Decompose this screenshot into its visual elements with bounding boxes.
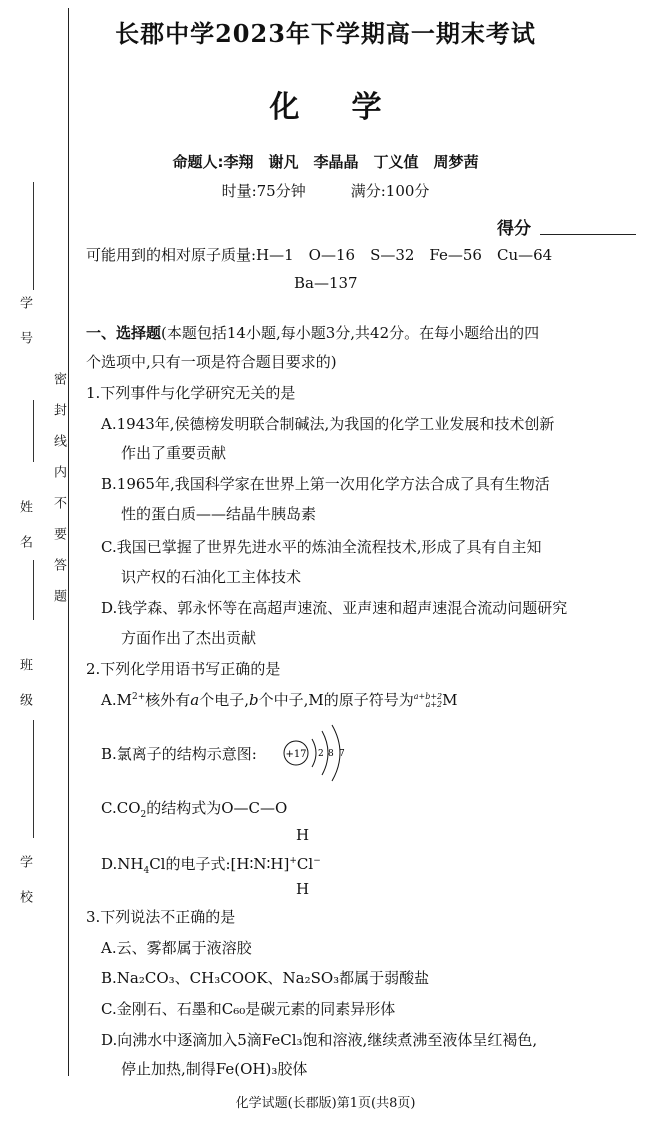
shell-arc-1 [312,739,316,767]
chloride-ion-diagram [282,722,352,784]
q2-option-d: $D.NH_4Cl$的电子式:[H∶N∶H]+Cl− [101,855,321,876]
q3-option-d: D.向沸水中逐滴加入5滴FeCl₃饱和溶液,继续煮沸至液体呈红褐色, [101,1031,538,1049]
q1-option-a-cont: 作出了重要贡献 [121,444,227,462]
q3-option-b: B.Na₂CO₃、CH₃COOK、Na₂SO₃都属于弱酸盐 [101,969,430,987]
q1-option-b: B.1965年,我国科学家在世界上第一次用化学方法合成了具有生物活 [101,475,550,493]
q3-option-c: C.金刚石、石墨和C₆₀是碳元素的同素异形体 [101,1000,396,1018]
section-1-desc: 个选项中,只有一项是符合题目要求的) [86,353,337,371]
name-label: 姓名 [17,500,32,570]
shell-electrons-2: 8 [328,749,334,759]
q1-option-a: A.1943年,侯德榜发明联合制碱法,为我国的化学工业发展和技术创新 [101,415,555,433]
q1-stem: 1.下列事件与化学研究无关的是 [86,384,296,402]
exam-title: 长郡中学2023年下学期高一期末考试 [115,19,536,48]
school-label: 学校 [17,855,32,925]
name-line [33,400,34,462]
q3-stem: 3.下列说法不正确的是 [86,908,236,926]
q2-stem: 2.下列化学用语书写正确的是 [86,660,281,678]
atomic-mass-line-1: 可能用到的相对原子质量:H—1 O—16 S—32 Fe—56 Cu—64 [86,246,553,264]
nucleus-charge: +17 [285,749,307,760]
q1-option-c-cont: 识产权的石油化工主体技术 [121,568,302,586]
q2-option-c: $C.CO_2$的结构式为O—C—O [101,799,288,820]
q3-option-d-cont: 停止加热,制得Fe(OH)₃胶体 [121,1060,308,1078]
class-line [33,560,34,620]
score-label: 得分 [497,219,531,239]
q2-option-a: $A.M^{2+}$核外有a个电子,b个中子,M的原子符号为a+b+2 a+2M [101,691,458,709]
q1-option-c: C.我国已掌握了世界先进水平的炼油全流程技术,形成了具有自主知 [101,538,542,556]
student-no-label: 学号 [17,296,32,366]
section-1-heading: 一、选择题(本题包括14小题,每小题3分,共42分。在每小题给出的四 [86,324,540,342]
q1-option-d-cont: 方面作出了杰出贡献 [121,629,257,647]
subject-title: 化 学 [269,90,382,125]
q2-option-b: B.氯离子的结构示意图: [101,745,257,763]
electron-dot-h-bottom: H [296,880,310,898]
atomic-mass-line-2: Ba—137 [294,274,358,292]
electron-dot-h-top: H [296,826,310,844]
seal-text: 密封线内不要答题 [51,372,66,620]
time-score-info: 时量:75分钟 满分:100分 [221,182,430,200]
school-line [33,720,34,838]
q3-option-a: A.云、雾都属于液溶胶 [101,939,252,957]
score-blank [540,234,636,235]
authors-line: 命题人:李翔 谢凡 李晶晶 丁义值 周梦茜 [172,153,479,171]
class-label: 班级 [17,658,32,728]
shell-electrons-3: 7 [339,749,345,759]
page-footer: 化学试题(长郡版)第1页(共8页) [235,1096,416,1111]
shell-electrons-1: 2 [318,749,324,759]
q1-option-d: D.钱学森、郭永怀等在高超声速流、亚声速和超声速混合流动问题研究 [101,599,568,617]
q1-option-b-cont: 性的蛋白质——结晶牛胰岛素 [121,505,317,523]
